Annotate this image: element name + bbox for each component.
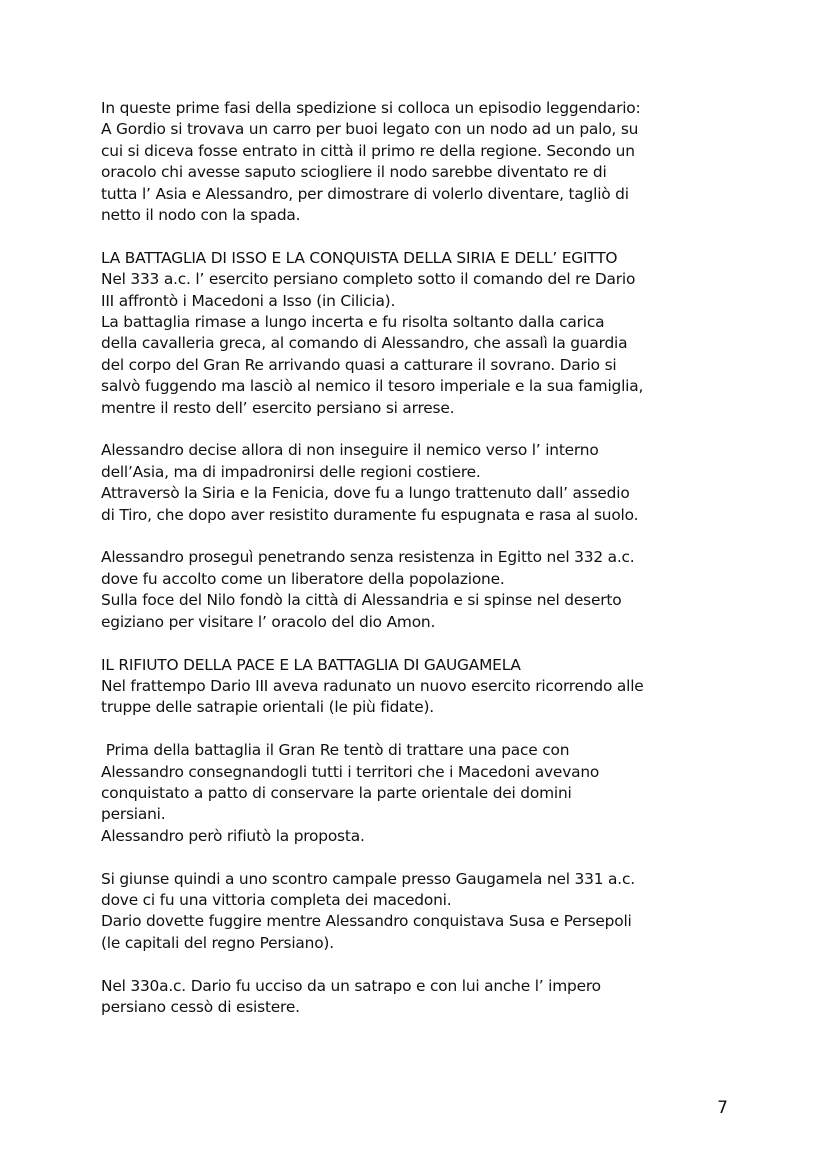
paragraph-gordio <box>101 98 751 226</box>
text-line: In queste prime fasi della spedizione si colloca un episodio leggendario: <box>101 99 641 117</box>
text-line: III affrontò i Macedoni a Isso (in Cilicia). <box>101 291 396 310</box>
text-line: cui si diceva fosse entrato in città il primo re della regione. Secondo un <box>101 141 635 160</box>
text-line: Alessandro proseguì penetrando senza resistenza in Egitto nel 332 a.c. <box>101 548 635 567</box>
section-heading: IL RIFIUTO DELLA PACE E LA BATTAGLIA DI GAUGAMELA <box>101 655 521 674</box>
text-line: Nel 330a.c. Dario fu ucciso da un satrapo e con lui anche l’ impero <box>101 976 601 995</box>
text-line: persiano cessò di esistere. <box>101 997 300 1016</box>
text-line: tutta l’ Asia e Alessandro, per dimostrare di volerlo diventare, tagliò di <box>101 184 629 203</box>
paragraph-battle <box>101 869 751 955</box>
text-line: dove fu accolto come un liberatore della popolazione. <box>101 569 505 588</box>
text-line: persiani. <box>101 805 166 824</box>
text-line: dell’Asia, ma di impadronirsi delle regioni costiere. <box>101 462 481 481</box>
text-line: conquistato a patto di conservare la parte orientale dei domini <box>101 783 572 802</box>
text-line: oracolo chi avesse saputo sciogliere il nodo sarebbe diventato re di <box>101 163 607 182</box>
text-line: Nel 333 a.c. l’ esercito persiano completo sotto il comando del re Dario <box>101 270 636 289</box>
text-line: della cavalleria greca, al comando di Alessandro, che assalì la guardia <box>101 334 628 353</box>
section-isso <box>101 248 751 419</box>
paragraph-peace <box>101 740 751 847</box>
text-line: mentre il resto dell’ esercito persiano si arrese. <box>101 398 455 417</box>
text-line: egiziano per visitare l’ oracolo del dio Amon. <box>101 612 436 631</box>
text-line: Sulla foce del Nilo fondò la città di Alessandria e si spinse nel deserto <box>101 591 622 610</box>
document-body <box>101 98 751 1018</box>
text-line: truppe delle satrapie orientali (le più fidate). <box>101 698 434 717</box>
page-number: 7 <box>717 1098 728 1118</box>
text-line: La battaglia rimase a lungo incerta e fu risolta soltanto dalla carica <box>101 313 605 332</box>
text-line: (le capitali del regno Persiano). <box>101 933 334 952</box>
text-line: Dario dovette fuggire mentre Alessandro conquistava Susa e Persepoli <box>101 912 632 931</box>
paragraph-end <box>101 976 751 1019</box>
text-line: Si giunse quindi a uno scontro campale presso Gaugamela nel 331 a.c. <box>101 869 635 888</box>
text-line: salvò fuggendo ma lasciò al nemico il tesoro imperiale e la sua famiglia, <box>101 377 644 396</box>
text-line: A Gordio si trovava un carro per buoi legato con un nodo ad un palo, su <box>101 120 639 139</box>
paragraph-egypt <box>101 547 751 633</box>
section-gaugamela <box>101 655 751 719</box>
text-line: Alessandro decise allora di non inseguire il nemico verso l’ interno <box>101 441 599 460</box>
text-line: netto il nodo con la spada. <box>101 206 301 225</box>
text-line: Alessandro consegnandogli tutti i territori che i Macedoni avevano <box>101 762 600 781</box>
paragraph-coast <box>101 440 751 526</box>
text-line: Prima della battaglia il Gran Re tentò di trattare una pace con <box>101 741 570 760</box>
text-line: Attraversò la Siria e la Fenicia, dove fu a lungo trattenuto dall’ assedio <box>101 484 630 503</box>
text-line: di Tiro, che dopo aver resistito duramente fu espugnata e rasa al suolo. <box>101 505 639 524</box>
text-line: del corpo del Gran Re arrivando quasi a catturare il sovrano. Dario si <box>101 355 617 374</box>
text-line: Nel frattempo Dario III aveva radunato un nuovo esercito ricorrendo alle <box>101 676 644 695</box>
text-line: Alessandro però rifiutò la proposta. <box>101 826 365 845</box>
text-line: dove ci fu una vittoria completa dei macedoni. <box>101 890 452 909</box>
section-heading: LA BATTAGLIA DI ISSO E LA CONQUISTA DELLA SIRIA E DELL’ EGITTO <box>101 248 618 267</box>
